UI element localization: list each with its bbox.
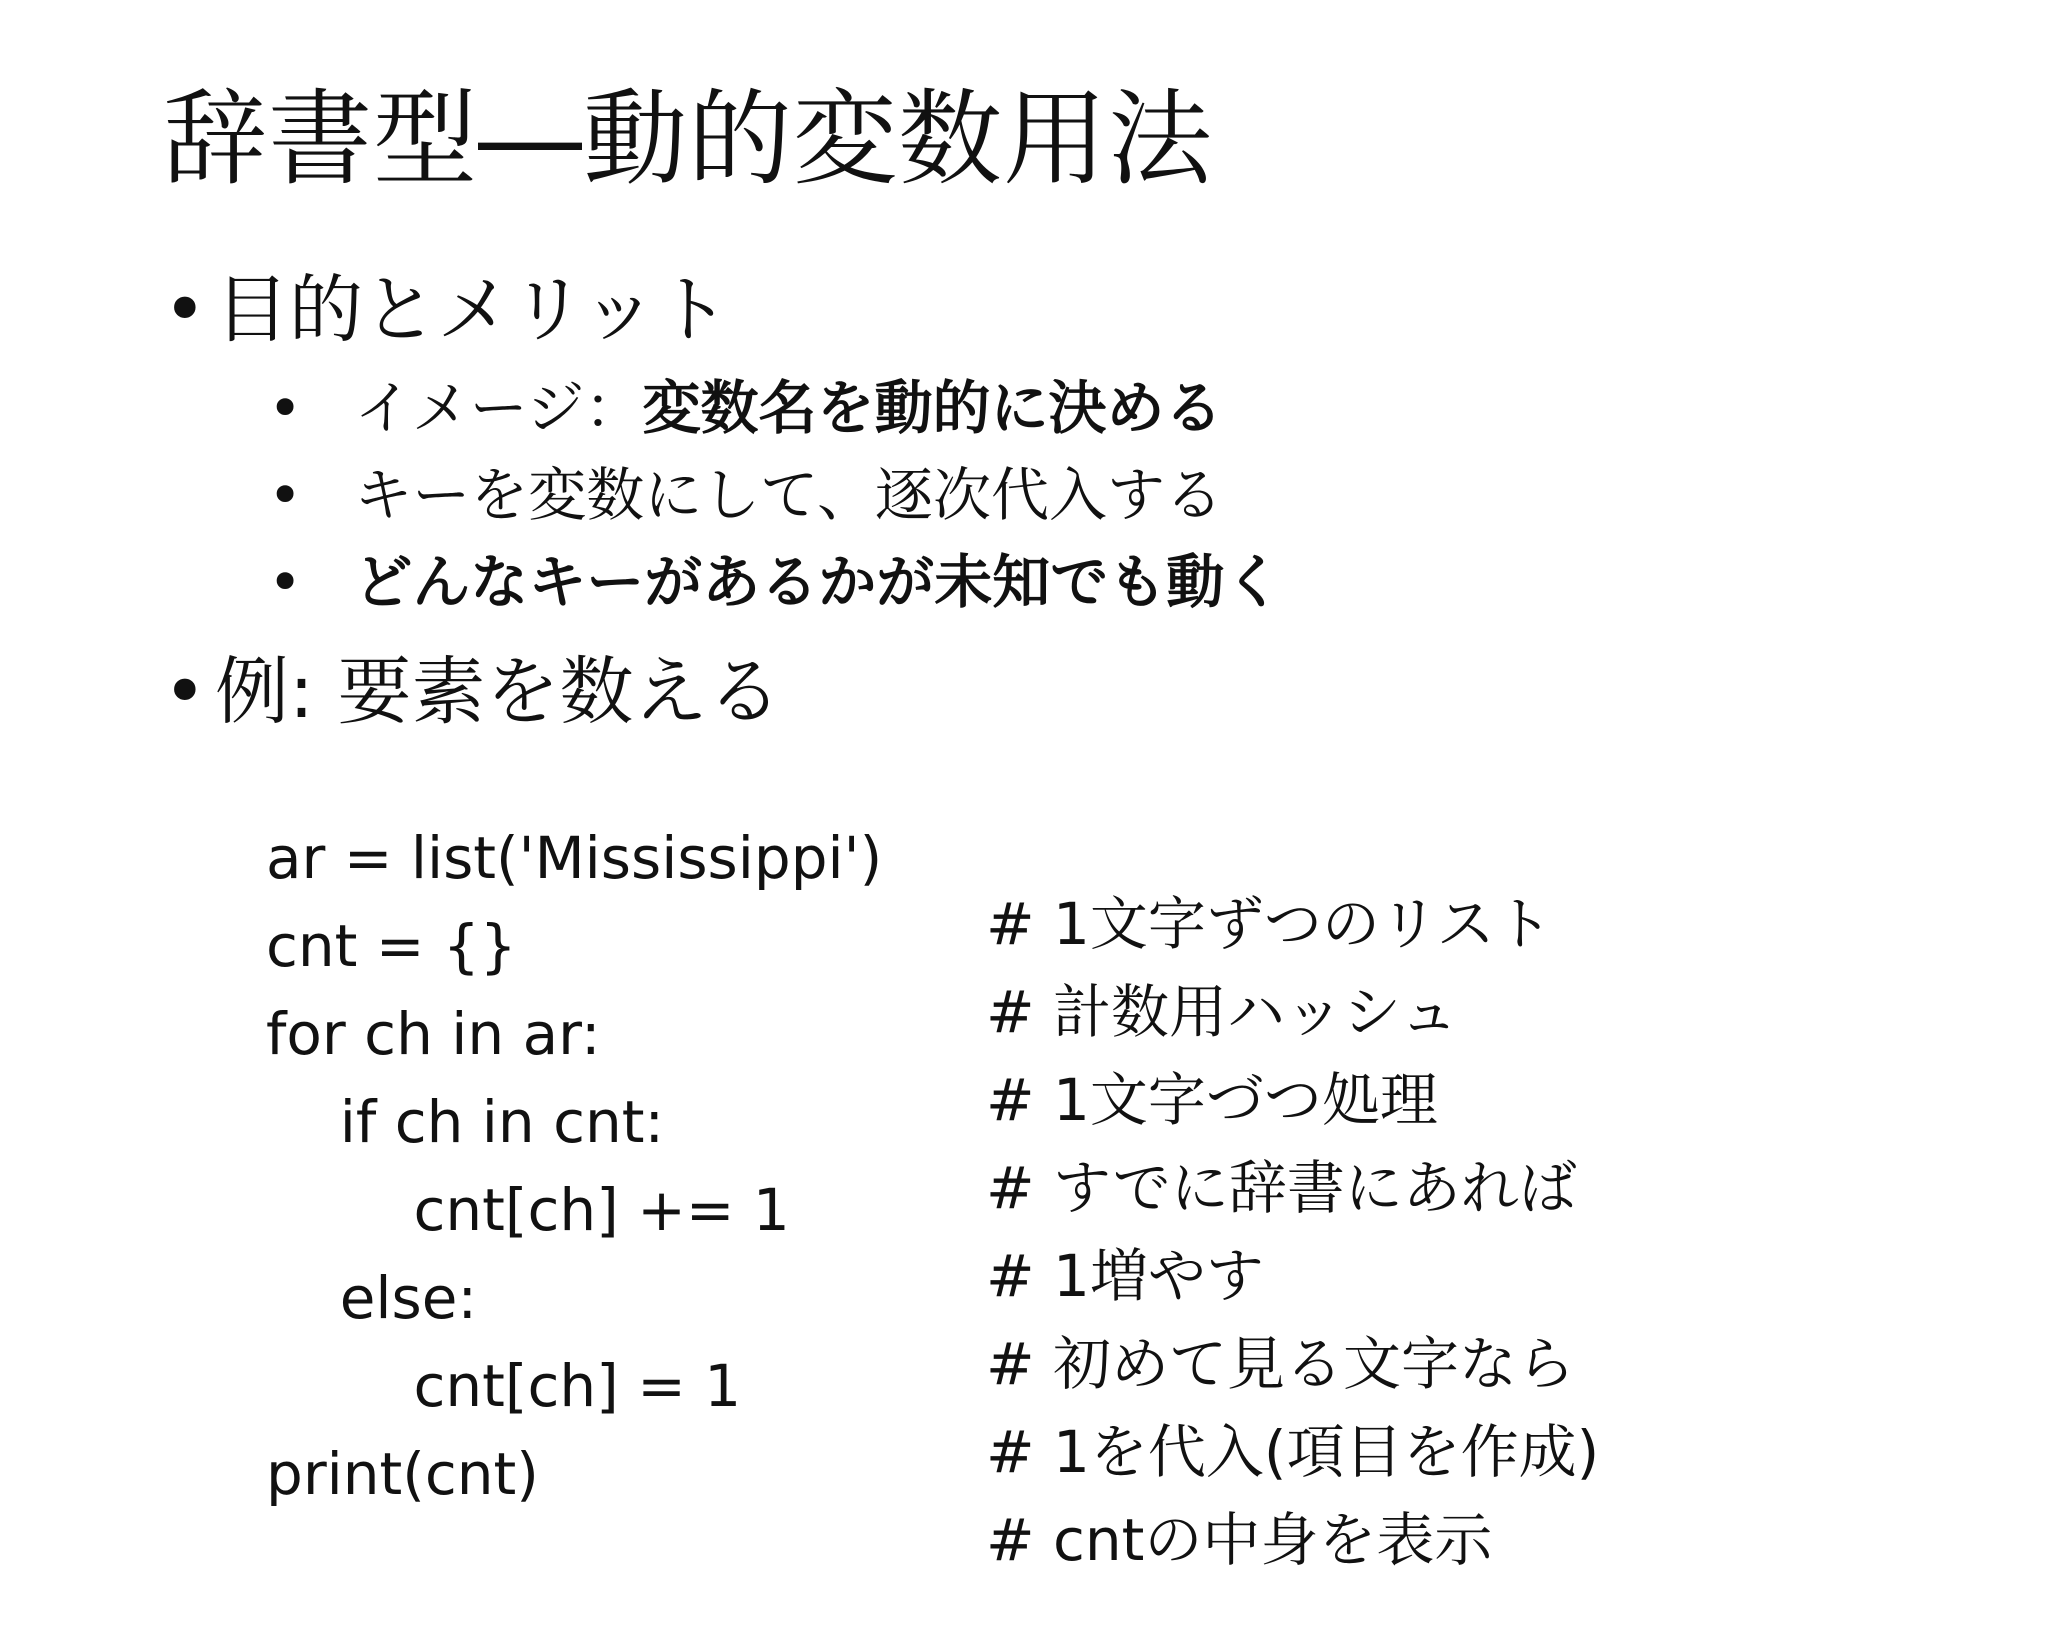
code-comment: # cntの中身を表示 xyxy=(986,1506,1493,1575)
code-text: ar = list('Mississippi') xyxy=(266,823,883,892)
bullet-dot: • xyxy=(268,374,303,442)
code-text: cnt[ch] = 1 xyxy=(266,1351,742,1420)
code-text: cnt[ch] += 1 xyxy=(266,1175,790,1244)
code-text: else: xyxy=(266,1263,477,1332)
bullet-dot: • xyxy=(268,548,303,616)
code-text: cnt = {} xyxy=(266,911,517,980)
sub-bullet-image xyxy=(268,375,1223,442)
code-comment: # 初めて見る文字なら xyxy=(986,1330,1576,1399)
sub-bullet-unknown-keys xyxy=(268,549,1282,616)
code-comment: # 1増やす xyxy=(986,1242,1264,1311)
sub-bullet-key-as-variable xyxy=(268,462,1223,529)
code-comment: # 1を代入(項目を作成) xyxy=(986,1418,1600,1487)
sub-bullet-bold-text: どんなキーがあるかが未知でも動く xyxy=(354,548,1283,616)
bullet-dot: • xyxy=(163,267,207,353)
bullet-dot: • xyxy=(268,461,303,529)
code-comment: # 1文字づつ処理 xyxy=(986,1066,1438,1135)
sub-bullet-text: キーを変数にして、逐次代入する xyxy=(354,461,1224,529)
slide-title: 辞書型―動的変数用法 xyxy=(163,78,1214,200)
sub-bullet-bold-text: 変数名を動的に決める xyxy=(642,374,1223,442)
code-comment: # 計数用ハッシュ xyxy=(986,978,1458,1047)
code-text: if ch in cnt: xyxy=(266,1087,665,1156)
bullet-dot: • xyxy=(163,649,207,735)
bullet-text: 例: 要素を数える xyxy=(215,649,782,735)
code-comment: # すでに辞書にあれば xyxy=(986,1154,1577,1223)
code-comment: # 1文字ずつのリスト xyxy=(986,890,1553,959)
bullet-example xyxy=(163,649,782,735)
code-text: print(cnt) xyxy=(266,1439,539,1508)
sub-bullet-prefix: イメージ： xyxy=(354,374,643,442)
bullet-purpose xyxy=(163,267,731,353)
code-text: for ch in ar: xyxy=(266,999,601,1068)
bullet-text: 目的とメリット xyxy=(215,267,731,353)
